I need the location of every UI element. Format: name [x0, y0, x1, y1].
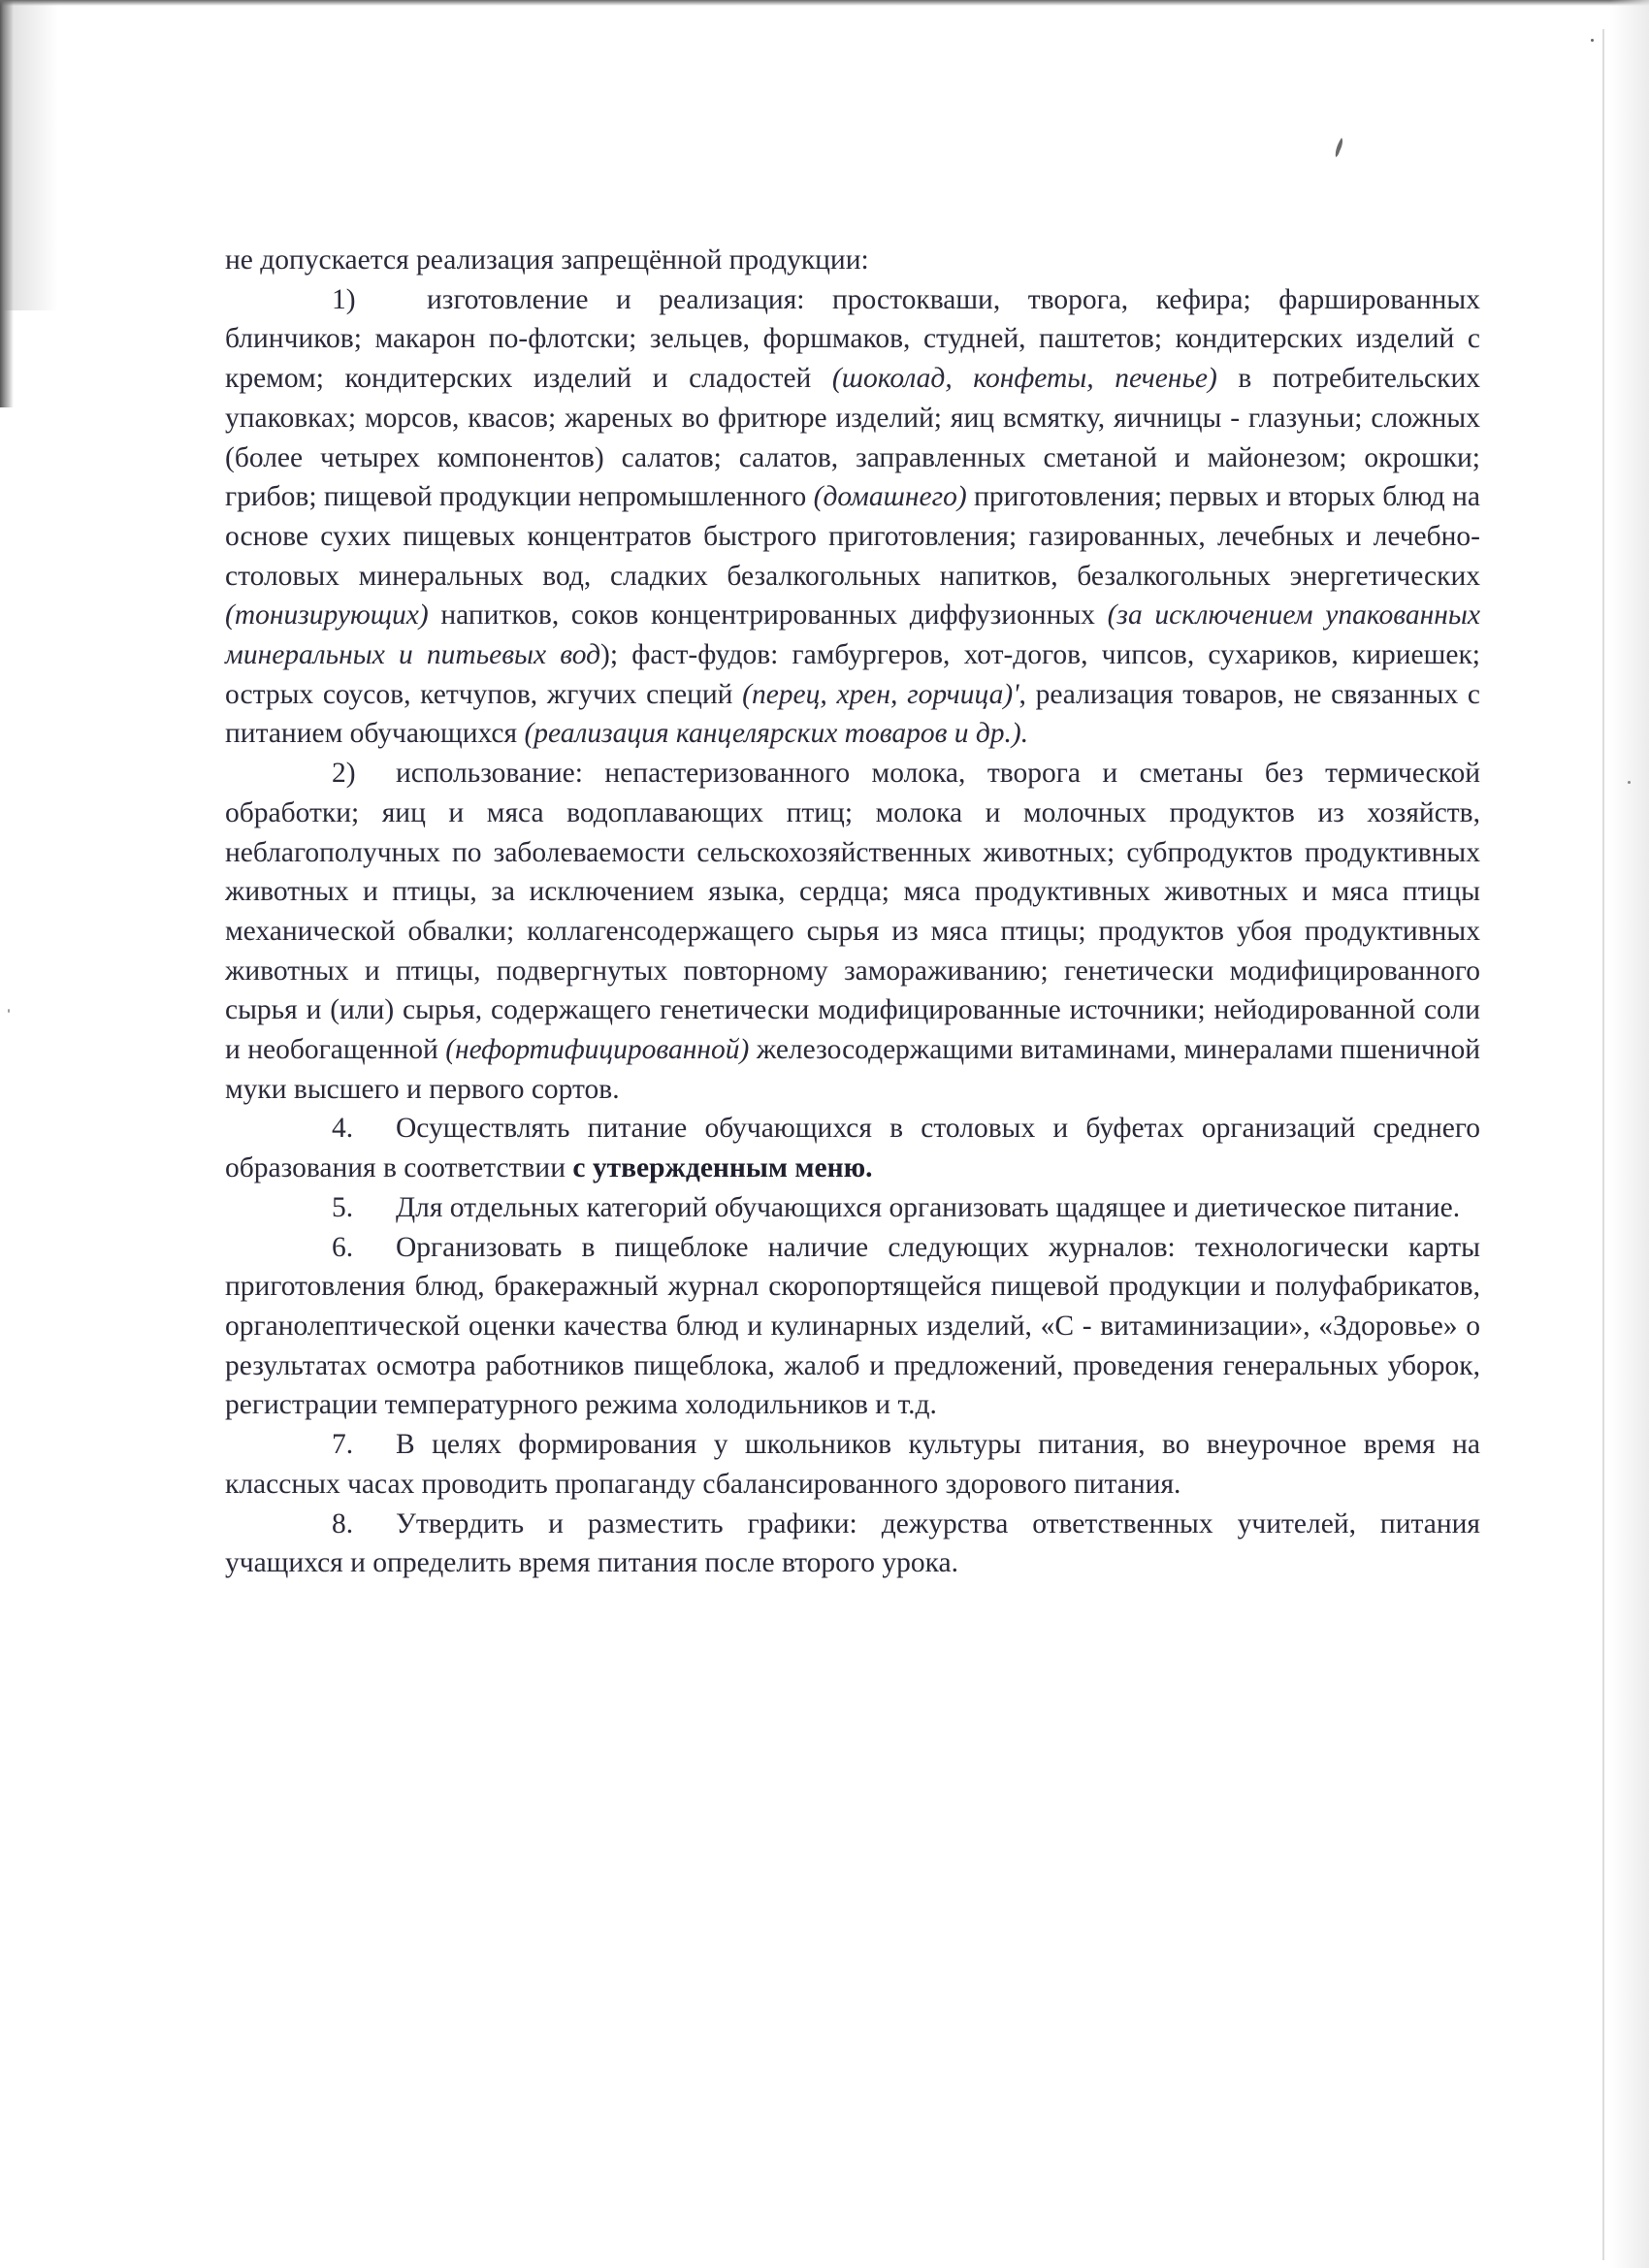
list-item-4-bold: с утвержденным меню.: [572, 1152, 873, 1184]
list-item-6-number: 6.: [332, 1231, 354, 1263]
list-item-7: [225, 1425, 1480, 1504]
list-item-1-italic: (домашнего): [813, 481, 967, 513]
list-item-1-italic: (шоколад, конфеты, печенье): [831, 363, 1217, 395]
list-item-1-text: , реализация товаров, не связанных с питанием обучающихся: [225, 678, 1480, 750]
scan-fold-line: [1602, 29, 1604, 2260]
scan-speck: [1591, 39, 1594, 42]
scan-speck: [1628, 781, 1631, 784]
list-item-1-italic: (реализация канцелярских товаров и др.).: [524, 718, 1029, 750]
list-item-6-text: Организовать в пищеблоке наличие следующих журналов: технологически карты приготовления блюд, бракеражный журнал скоропортящейся пищевой продукции и полуфабрикатов, органолептической оценки качества блюд и кулинарных изделий, «С - витаминизации», «Здоровье» о результатах осмотра работников пищеблока, жалоб и предложений, проведения генеральных уборок, регистрации температурного режима холодильников и т.д.: [225, 1231, 1480, 1421]
list-item-1-text: приготовления; первых и вторых блюд на основе сухих пищевых концентратов быстрого приготовления; газированных, лечебных и лечебно-столовых минеральных вод, сладких безалкогольных напитков, безалкогольных энергетических: [225, 481, 1481, 592]
list-item-8-number: 8.: [332, 1507, 354, 1539]
list-item-1-italic: (за исключением упакованных минеральных и питьевых вод: [225, 599, 1480, 671]
list-item-2-italic: (нефортифицированной): [445, 1034, 750, 1066]
scan-edge-left: [0, 0, 14, 407]
intro-text: не допускается реализация запрещённой продукции:: [225, 244, 869, 275]
list-item-1-number: 1): [332, 283, 356, 315]
list-item-1: [225, 280, 1480, 754]
scan-edge-top: [0, 0, 1649, 6]
document-body: [225, 241, 1480, 1583]
pen-mark-icon: [1333, 136, 1344, 159]
list-item-7-number: 7.: [332, 1429, 354, 1461]
list-item-2-text: железосодержащими витаминами, минералами пшеничной муки высшего и первого сортов.: [225, 1034, 1480, 1105]
list-item-2: [225, 754, 1480, 1109]
list-item-4-text: Осуществлять питание обучающихся в столовых и буфетах организаций среднего образования в соответствии: [225, 1113, 1480, 1184]
list-item-5: [225, 1188, 1480, 1228]
list-item-5-number: 5.: [332, 1191, 354, 1223]
scan-speck: [8, 1009, 10, 1013]
list-item-5-text: Для отдельных категорий обучающихся организовать щадящее и диетическое питание.: [396, 1191, 1461, 1223]
list-item-6: [225, 1228, 1480, 1426]
list-item-4: [225, 1109, 1480, 1187]
list-item-1-text: напитков, соков концентрированных диффузионных: [428, 599, 1108, 632]
list-item-1-text: в потребительских упаковках; морсов, квасов; жареных во фритюре изделий; яиц всмятку, яичницы - глазуньи; сложных (более четырех компонентов) салатов; салатов, заправленных сметаной и майонезом; окрошки; грибов; пищевой продукции непромышленного: [225, 363, 1481, 513]
intro-paragraph: [225, 241, 1480, 280]
list-item-1-text: ); фаст-фудов: гамбургеров, хот-догов, чипсов, сухариков, кириешек; острых соусов, кетчупов, жгучих специй: [225, 639, 1480, 710]
list-item-2-text: использование: непастеризованного молока, творога и сметаны без термической обработки; яиц и мяса водоплавающих птиц; молока и молочных продуктов из хозяйств, неблагополучных по заболеваемости сельскохозяйственных животных; субпродуктов продуктивных животных и птицы, за исключением языка, сердца; мяса продуктивных животных и мяса птицы механической обвалки; коллагенсодержащего сырья из мяса птицы; продуктов убоя продуктивных животных и птицы, подвергнутых повторному замораживанию; генетически модифицированного сырья и (или) сырья, содержащего генетически модифицированные источники; нейодированной соли и необогащенной: [225, 758, 1480, 1066]
list-item-1-italic: (перец, хрен, горчица)': [742, 678, 1019, 710]
list-item-4-number: 4.: [332, 1113, 354, 1145]
list-item-8: [225, 1505, 1480, 1583]
scan-edge-right: [1610, 0, 1649, 2268]
list-item-2-number: 2): [332, 758, 356, 790]
list-item-1-italic: (тонизирующих): [225, 599, 429, 632]
list-item-1-text: изготовление и реализация: простокваши, творога, кефира; фаршированных блинчиков; макарон по-флотски; зельцев, форшмаков, студней, паштетов; кондитерских изделий с кремом; кондитерских изделий и сладостей: [225, 283, 1480, 395]
list-item-8-text: Утвердить и разместить графики: дежурства ответственных учителей, питания учащихся и определить время питания после второго урока.: [225, 1507, 1480, 1579]
list-item-7-text: В целях формирования у школьников культуры питания, во внеурочное время на классных часах проводить пропаганду сбалансированного здорового питания.: [225, 1429, 1480, 1500]
